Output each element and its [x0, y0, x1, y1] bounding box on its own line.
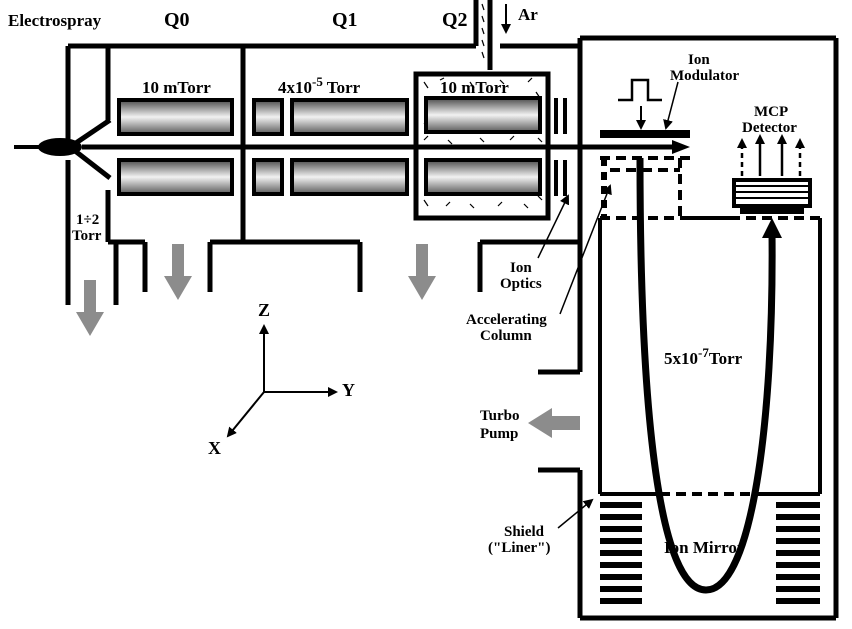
label-ion-mirror: Ion Mirror [664, 538, 745, 557]
label-torr-1-2-a: 1÷2 [76, 212, 100, 228]
pump-arrow-3 [408, 244, 436, 300]
mcp-detector [734, 180, 810, 214]
mcp-signal-arrows [742, 142, 800, 176]
label-ion-optics-b: Optics [500, 276, 542, 292]
ion-modulator-pulse [618, 80, 662, 100]
pump-arrow-1 [76, 280, 104, 336]
mcp-signal-arrowheads [737, 134, 805, 148]
ion-beam-arrowhead [672, 140, 690, 154]
label-axis-x: X [208, 438, 221, 458]
coordinate-axes [228, 326, 336, 436]
label-acc-column-a: Accelerating [466, 312, 547, 328]
label-turbo-a: Turbo [480, 408, 520, 424]
pump-arrow-2 [164, 244, 192, 300]
label-shield-b: ("Liner") [488, 540, 551, 556]
label-turbo-b: Pump [480, 426, 519, 442]
label-mcp-a: MCP [754, 104, 789, 120]
turbo-pump-arrow [528, 408, 580, 438]
label-shield-a: Shield [504, 524, 545, 540]
label-q0: Q0 [164, 9, 190, 31]
label-torr-1-2-b: Torr [72, 228, 102, 244]
label-q1: Q1 [332, 9, 358, 31]
label-axis-y: Y [342, 380, 355, 400]
ion-trajectory-arrowhead [762, 218, 782, 238]
label-electrospray: Electrospray [8, 11, 102, 30]
label-ion-optics-a: Ion [510, 260, 532, 276]
label-ar: Ar [518, 5, 538, 24]
label-q0-pressure: 10 mTorr [142, 78, 211, 97]
quadrupole-chamber [68, 0, 580, 305]
ion-modulator-plate [600, 130, 690, 138]
label-mcp-b: Detector [742, 120, 797, 136]
label-ion-modulator-a: Ion [688, 52, 710, 68]
label-axis-z: Z [258, 300, 271, 320]
ion-trajectory [640, 158, 772, 590]
label-q1-pressure: $4x10^{-5}$ Torr [278, 74, 361, 97]
label-q2-pressure: 10 mTorr [440, 78, 509, 97]
label-acc-column-b: Column [480, 328, 532, 344]
label-q2: Q2 [442, 9, 468, 31]
label-tof-pressure: $5x10^{-7}Torr$ [664, 345, 743, 368]
label-ion-modulator-b: Modulator [670, 68, 740, 84]
